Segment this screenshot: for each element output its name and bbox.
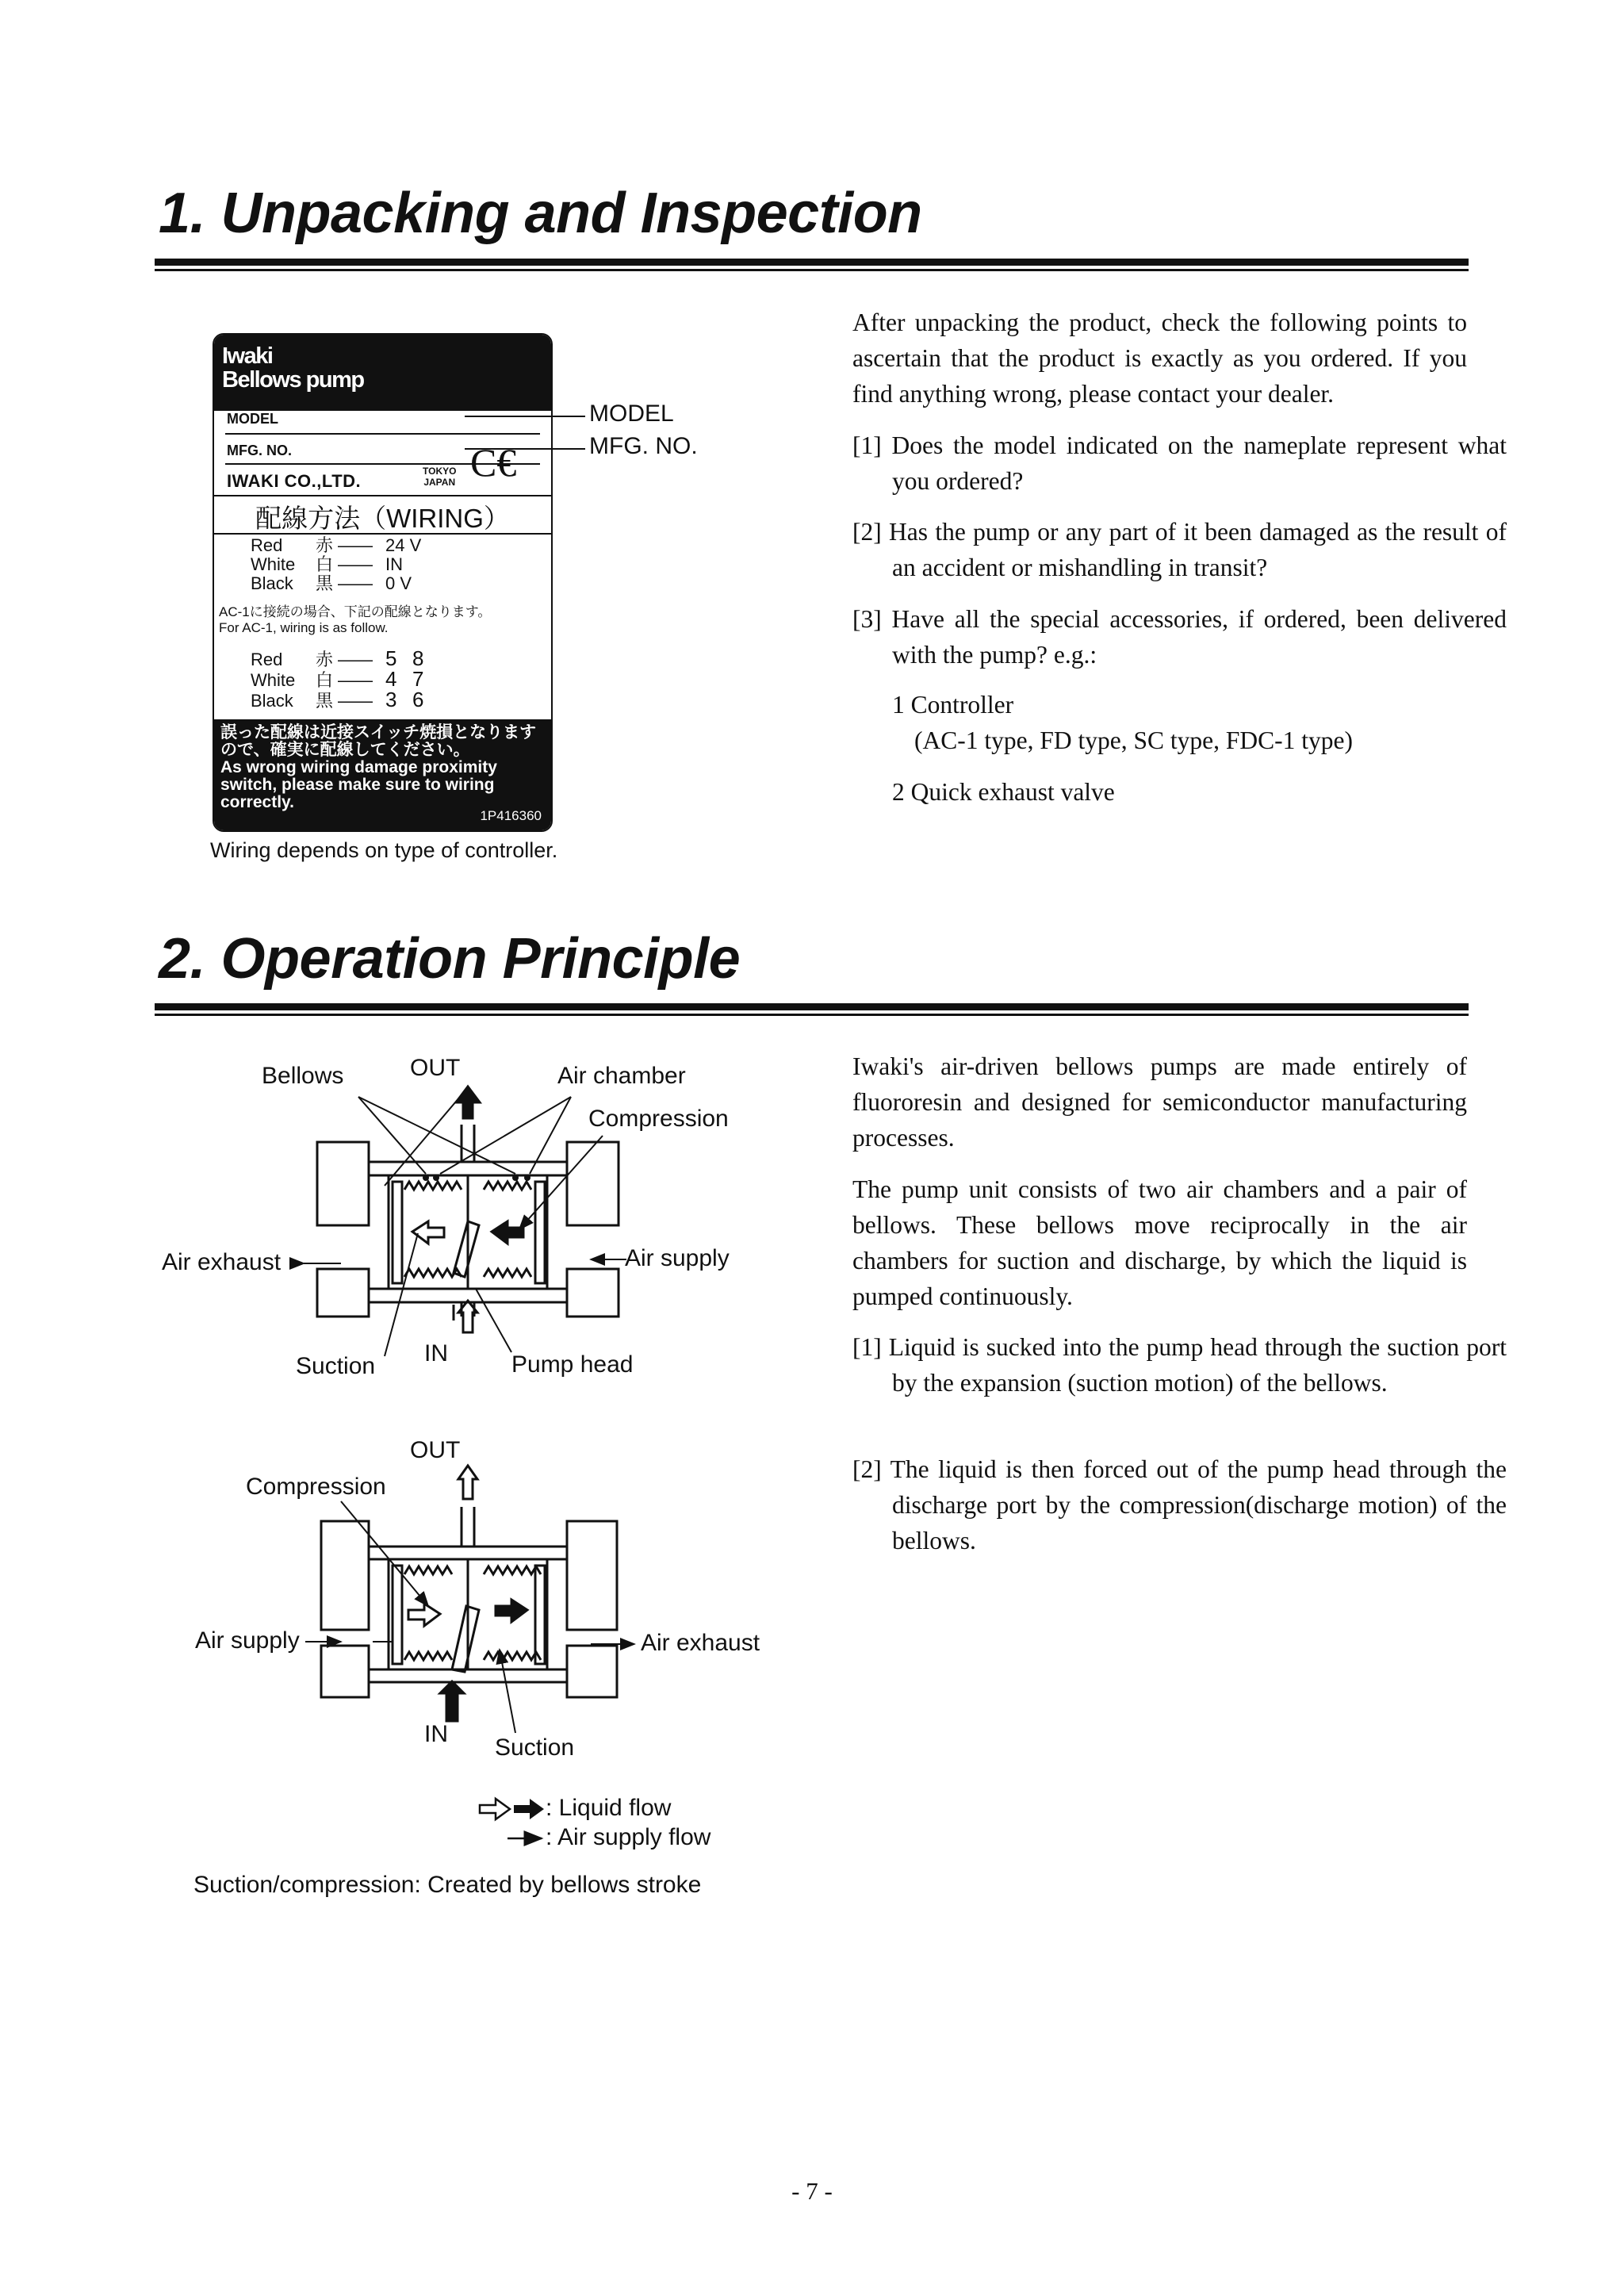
label-out-top: OUT: [410, 1055, 461, 1081]
label-in-bottom: IN: [424, 1721, 448, 1747]
nameplate-company: IWAKI CO.,LTD.: [227, 471, 362, 491]
ac1-note: AC-1に接続の場合、下記の配線となります。 For AC-1, wiring is as follow.: [219, 604, 492, 635]
operation-item-2: [2] The liquid is then forced out of the pump head through the discharge port by the compression(discharge motion) of the bellows.: [852, 1455, 1507, 1554]
nameplate-mfg-label: MFG. NO.: [227, 443, 292, 458]
liquid-flow-outline-arrow-icon: [480, 1799, 510, 1819]
liquid-flow-solid-arrow-icon: [514, 1799, 544, 1819]
wire-table: Red 赤 —— 24 V White 白 —— IN Black 黒 —— 0 V: [251, 535, 422, 593]
legend-air-supply-flow: : Air supply flow: [546, 1824, 711, 1850]
callout-mfg-no: MFG. NO.: [589, 433, 698, 459]
nameplate-warning: 誤った配線は近接スイッチ焼損となります ので、確実に配線してください。 As wrong wiring damage proximity switch, please make sure to wiring correctly. 1P416360: [214, 719, 551, 830]
flow-legend: [480, 1799, 544, 1838]
inspection-item-1: [1] Does the model indicated on the nameplate represent what you ordered?: [852, 431, 1507, 495]
nameplate-model-label: MODEL: [227, 411, 278, 427]
operation-para-1: Iwaki's air-driven bellows pumps are made entirely of fluororesin and designed for semiconductor manufacturing processes.: [852, 1052, 1467, 1152]
accessory-quick-exhaust-valve: 2 Quick exhaust valve: [892, 778, 1115, 806]
callout-model: MODEL: [589, 401, 674, 427]
ac1-wire-table: Red 赤 —— 5 8 White 白 —— 4 7 Black 黒 —— 3 6: [251, 646, 424, 711]
label-in-top: IN: [424, 1340, 448, 1366]
nameplate-product: Bellows pump: [222, 367, 364, 393]
operation-item-1: [1] Liquid is sucked into the pump head through the suction port by the expansion (suction motion) of the bellows.: [852, 1333, 1507, 1397]
accessory-controller-detail: (AC-1 type, FD type, SC type, FDC-1 type): [914, 726, 1353, 754]
nameplate-wiring-title: 配線方法（WIRING）: [255, 504, 510, 533]
diagram-2-pump: [321, 1466, 617, 1721]
unpacking-intro: After unpacking the product, check the following points to ascertain that the product is exactly as you ordered. If you find anything wrong, please contact your dealer.: [852, 309, 1467, 408]
page-number: - 7 -: [791, 2177, 833, 2205]
nameplate-brand: Iwaki: [222, 343, 273, 369]
section-1-title: 1. Unpacking and Inspection: [159, 182, 922, 245]
label-compression-top: Compression: [588, 1106, 729, 1132]
label-air-supply-left: Air supply: [195, 1627, 300, 1654]
nameplate-caption: Wiring depends on type of controller.: [210, 838, 558, 862]
label-compression-bottom: Compression: [246, 1474, 386, 1500]
diagram-1-pump: [317, 1087, 619, 1332]
label-out-bottom: OUT: [410, 1437, 461, 1463]
label-bellows: Bellows: [262, 1063, 344, 1089]
label-air-supply-right: Air supply: [625, 1245, 730, 1271]
operation-caption: Suction/compression: Created by bellows stroke: [193, 1872, 702, 1898]
legend-liquid-flow: : Liquid flow: [546, 1795, 672, 1821]
section-2-title: 2. Operation Principle: [159, 927, 741, 991]
accessory-controller: 1 Controller: [892, 691, 1014, 719]
inspection-item-2: [2] Has the pump or any part of it been damaged as the result of an accident or mishandling in transit?: [852, 518, 1507, 581]
inspection-item-3: [3] Have all the special accessories, if ordered, been delivered with the pump? e.g.:: [852, 605, 1507, 669]
label-air-exhaust-left: Air exhaust: [162, 1249, 282, 1275]
nameplate-code: 1P416360: [480, 808, 542, 823]
ce-mark-icon: C€: [470, 440, 517, 485]
label-pump-head: Pump head: [511, 1351, 634, 1378]
label-air-exhaust-right: Air exhaust: [641, 1630, 760, 1656]
label-suction-top: Suction: [296, 1353, 376, 1379]
label-air-chamber: Air chamber: [557, 1063, 686, 1089]
operation-para-2: The pump unit consists of two air chambers and a pair of bellows. These bellows move reciprocally in the air chambers for suction and discharge, by which the liquid is pumped continuously.: [852, 1175, 1467, 1310]
nameplate-location: TOKYO JAPAN: [423, 466, 457, 488]
label-suction-bottom: Suction: [495, 1734, 575, 1761]
